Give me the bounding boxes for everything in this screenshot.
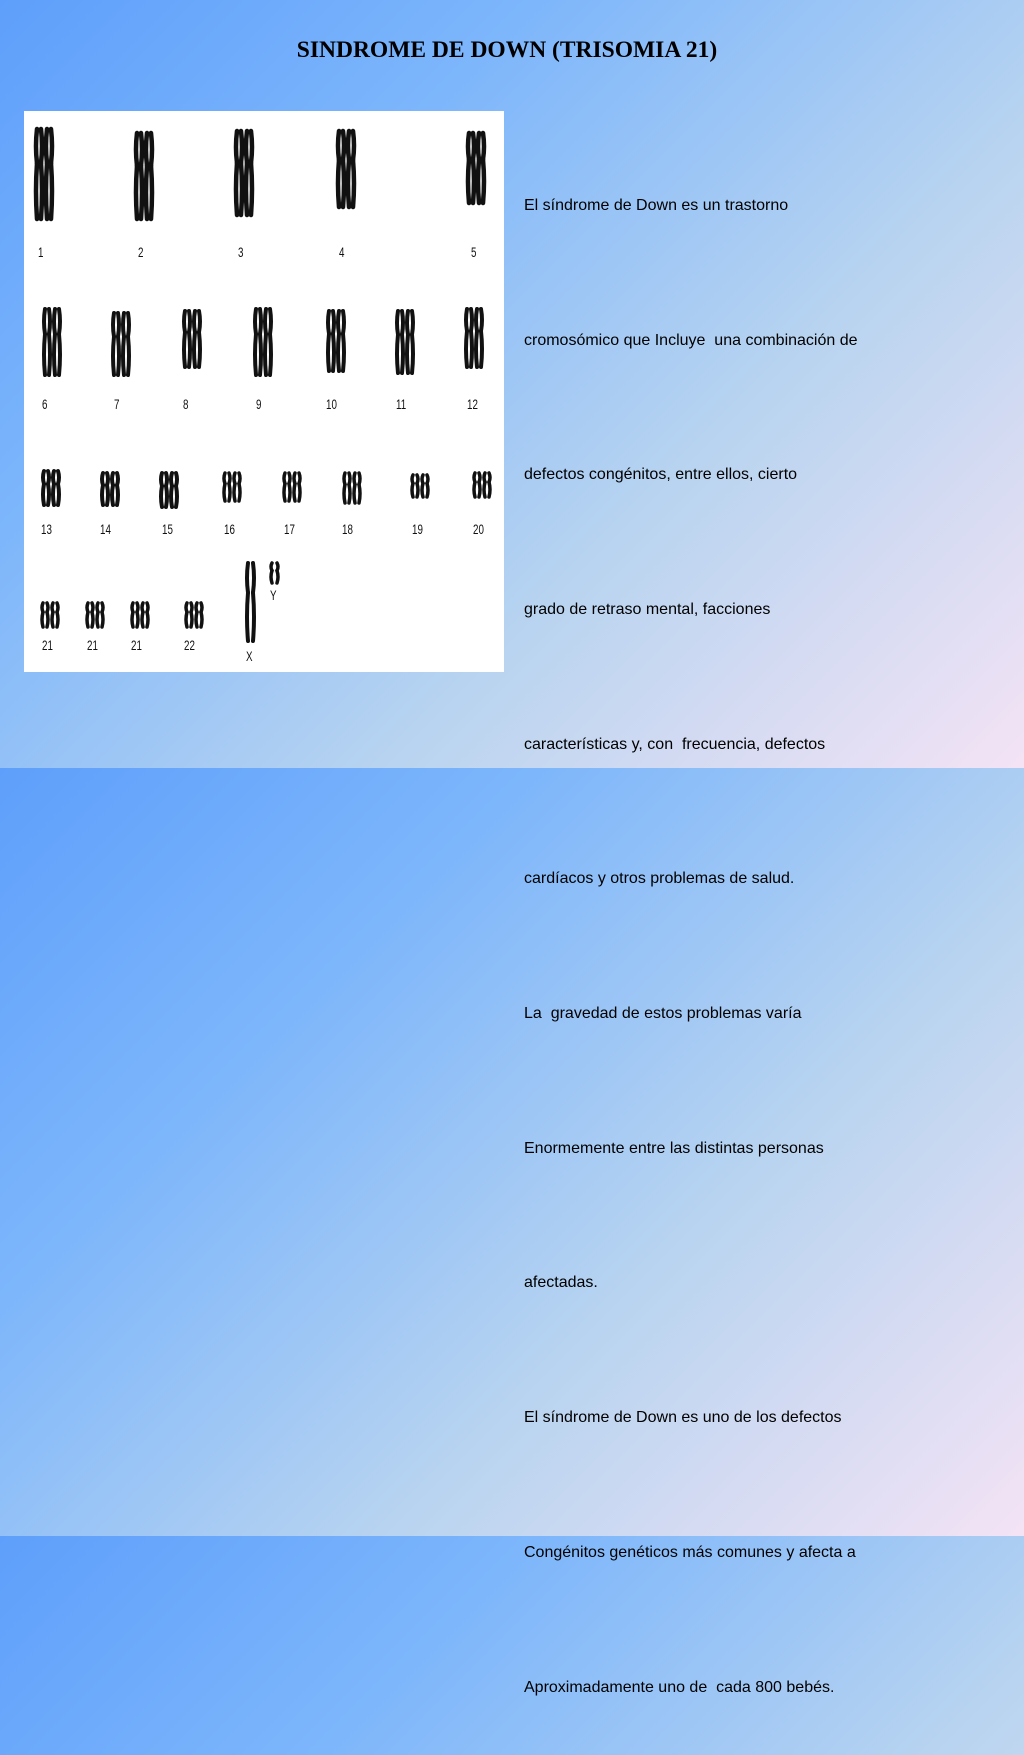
- chromosome-arm: [466, 309, 467, 367]
- karyotype-chromosomes: [24, 111, 504, 672]
- chromosome-pair: [397, 311, 413, 373]
- chromosome-arm: [176, 473, 177, 507]
- chromosome-arm: [241, 131, 242, 215]
- chromosome-arm: [338, 311, 339, 371]
- chromosome-label-21a: 21: [42, 637, 53, 653]
- chromosome-arm: [191, 603, 192, 627]
- chromosome-pair: [184, 311, 200, 367]
- chromosome-arm: [483, 133, 484, 203]
- chromosome-pair: [344, 473, 360, 503]
- chromosome-pair: [338, 131, 354, 207]
- chromosome-label-18: 18: [342, 521, 353, 537]
- chromosome-arm: [402, 311, 403, 373]
- chromosome-arm: [289, 473, 290, 501]
- chromosome-arm: [407, 311, 408, 373]
- chromosome-arm: [184, 311, 185, 367]
- chromosome-arm: [128, 313, 129, 375]
- chromosome-arm: [299, 473, 300, 501]
- chromosome-arm: [123, 313, 124, 375]
- chromosome-arm: [137, 603, 138, 627]
- chromosome-pair: [136, 133, 152, 219]
- description-line: afectadas.: [524, 1274, 598, 1292]
- chromosome-arm: [52, 603, 53, 627]
- chromosome-arm: [48, 471, 49, 505]
- karyotype-image: [24, 111, 504, 672]
- chromosome-label-6: 6: [42, 396, 48, 412]
- chromosome-label-7: 7: [114, 396, 120, 412]
- chromosome-arm: [348, 131, 349, 207]
- chromosome-label-15: 15: [162, 521, 173, 537]
- chromosome-arm: [118, 313, 119, 375]
- chromosome-arm: [44, 309, 45, 375]
- slide-title: SINDROME DE DOWN (TRISOMIA 21): [296, 37, 718, 63]
- chromosome-arm: [54, 309, 55, 375]
- description-line: grado de retraso mental, facciones: [524, 600, 771, 618]
- chromosome-arm: [353, 131, 354, 207]
- chromosome-arm: [224, 473, 225, 501]
- chromosome-pair: [284, 473, 300, 501]
- chromosome-pair: [224, 473, 240, 501]
- chromosome-arm: [284, 473, 285, 501]
- chromosome-arm: [417, 475, 418, 497]
- chromosome-arm: [354, 473, 355, 503]
- chromosome-arm: [422, 475, 423, 497]
- chromosome-label-22: 22: [184, 637, 195, 653]
- chromosome-label-20: 20: [473, 521, 484, 537]
- chromosome-arm: [484, 473, 485, 497]
- chromosome-arm: [251, 131, 252, 215]
- chromosome-arm: [92, 603, 93, 627]
- chromosome-pair: [43, 471, 59, 505]
- chromosome-arm: [196, 603, 197, 627]
- chromosome-arm: [338, 131, 339, 207]
- chromosome-arm: [46, 129, 47, 219]
- chromosome-arm: [333, 311, 334, 371]
- chromosome-arm: [427, 475, 428, 497]
- chromosome-arm: [344, 473, 345, 503]
- chromosome-label-12: 12: [467, 396, 478, 412]
- chromosome-arm: [236, 131, 237, 215]
- chromosome-pair: [113, 313, 129, 375]
- chromosome-label-14: 14: [100, 521, 111, 537]
- chromosome-arm: [471, 309, 472, 367]
- chromosome-label-17: 17: [284, 521, 295, 537]
- chromosome-label-x: X: [246, 648, 253, 664]
- chromosome-arm: [253, 563, 254, 641]
- chromosome-arm: [247, 563, 248, 641]
- chromosome-label-11: 11: [396, 396, 407, 412]
- chromosome-arm: [36, 129, 37, 219]
- chromosome-arm: [473, 133, 474, 203]
- chromosome-arm: [51, 129, 52, 219]
- chromosome-arm: [271, 563, 272, 583]
- chromosome-pair: [42, 603, 58, 627]
- chromosome-arm: [112, 473, 113, 505]
- chromosome-arm: [489, 473, 490, 497]
- chromosome-pair: [132, 603, 148, 627]
- chromosome-arm: [107, 473, 108, 505]
- chromosome-pair: [466, 309, 482, 367]
- description-line: Congénitos genéticos más comunes y afecta a: [524, 1543, 856, 1561]
- chromosome-arm: [166, 473, 167, 507]
- chromosome-arm: [397, 311, 398, 373]
- chromosome-arm: [255, 309, 256, 375]
- chromosome-pair: [87, 603, 103, 627]
- chromosome-label-2: 2: [138, 244, 144, 260]
- chromosome-arm: [294, 473, 295, 501]
- chromosome-arm: [117, 473, 118, 505]
- chromosome-arm: [343, 311, 344, 371]
- chromosome-arm: [102, 473, 103, 505]
- chromosome-pair: [412, 475, 428, 497]
- description-text: [524, 94, 964, 1755]
- chromosome-pair: [186, 603, 202, 627]
- chromosome-arm: [328, 311, 329, 371]
- chromosome-arm: [147, 603, 148, 627]
- chromosome-pair: [102, 473, 118, 505]
- chromosome-arm: [229, 473, 230, 501]
- chromosome-label-1: 1: [38, 244, 44, 260]
- chromosome-arm: [234, 473, 235, 501]
- chromosome-arm: [146, 133, 147, 219]
- description-line: defectos congénitos, entre ellos, cierto: [524, 466, 798, 484]
- chromosome-arm: [186, 603, 187, 627]
- chromosome-label-y: Y: [270, 587, 277, 603]
- chromosome-arm: [161, 473, 162, 507]
- chromosome-label-19: 19: [412, 521, 423, 537]
- chromosome-pair: [474, 473, 490, 497]
- chromosome-arm: [199, 311, 200, 367]
- description-line: La gravedad de estos problemas varía: [524, 1005, 802, 1023]
- chromosome-arm: [478, 133, 479, 203]
- chromosome-arm: [136, 133, 137, 219]
- chromosome-arm: [171, 473, 172, 507]
- chromosome-pair: [328, 311, 344, 371]
- chromosome-arm: [277, 563, 278, 583]
- chromosome-label-21b: 21: [87, 637, 98, 653]
- chromosome-arm: [343, 131, 344, 207]
- chromosome-arm: [113, 313, 114, 375]
- chromosome-arm: [476, 309, 477, 367]
- chromosome-arm: [260, 309, 261, 375]
- chromosome-arm: [53, 471, 54, 505]
- chromosome-pair: [468, 133, 484, 203]
- description-line: El síndrome de Down es un trastorno: [524, 196, 789, 214]
- chromosome-arm: [481, 309, 482, 367]
- chromosome-arm: [189, 311, 190, 367]
- chromosome-arm: [265, 309, 266, 375]
- chromosome-pair: [36, 129, 52, 219]
- description-line: características y, con frecuencia, defectos: [524, 735, 826, 753]
- chromosome-arm: [57, 603, 58, 627]
- chromosome-x: [247, 563, 254, 641]
- chromosome-arm: [151, 133, 152, 219]
- chromosome-arm: [239, 473, 240, 501]
- chromosome-label-3: 3: [238, 244, 244, 260]
- chromosome-arm: [270, 309, 271, 375]
- chromosome-y: [271, 563, 278, 583]
- chromosome-arm: [49, 309, 50, 375]
- chromosome-arm: [58, 471, 59, 505]
- chromosome-label-9: 9: [256, 396, 262, 412]
- chromosome-arm: [474, 473, 475, 497]
- chromosome-pair: [255, 309, 271, 375]
- description-line: Enormemente entre las distintas personas: [524, 1139, 824, 1157]
- chromosome-arm: [142, 603, 143, 627]
- chromosome-label-16: 16: [224, 521, 235, 537]
- description-line: cromosómico que Incluye una combinación de: [524, 331, 858, 349]
- chromosome-arm: [412, 475, 413, 497]
- chromosome-arm: [412, 311, 413, 373]
- chromosome-label-10: 10: [326, 396, 337, 412]
- chromosome-pair: [161, 473, 177, 507]
- chromosome-arm: [201, 603, 202, 627]
- chromosome-label-8: 8: [183, 396, 189, 412]
- chromosome-arm: [41, 129, 42, 219]
- chromosome-arm: [141, 133, 142, 219]
- chromosome-arm: [47, 603, 48, 627]
- chromosome-arm: [132, 603, 133, 627]
- chromosome-arm: [194, 311, 195, 367]
- chromosome-label-4: 4: [339, 244, 345, 260]
- description-line: cardíacos y otros problemas de salud.: [524, 870, 795, 888]
- chromosome-label-5: 5: [471, 244, 477, 260]
- chromosome-arm: [97, 603, 98, 627]
- chromosome-arm: [468, 133, 469, 203]
- chromosome-arm: [43, 471, 44, 505]
- description-line: Aproximadamente uno de cada 800 bebés.: [524, 1678, 835, 1696]
- chromosome-arm: [359, 473, 360, 503]
- description-line: El síndrome de Down es uno de los defectos: [524, 1409, 842, 1427]
- chromosome-arm: [102, 603, 103, 627]
- chromosome-arm: [87, 603, 88, 627]
- chromosome-pair: [44, 309, 60, 375]
- chromosome-label-21c: 21: [131, 637, 142, 653]
- chromosome-arm: [246, 131, 247, 215]
- chromosome-arm: [349, 473, 350, 503]
- chromosome-arm: [42, 603, 43, 627]
- chromosome-arm: [59, 309, 60, 375]
- chromosome-label-13: 13: [41, 521, 52, 537]
- chromosome-arm: [479, 473, 480, 497]
- chromosome-pair: [236, 131, 252, 215]
